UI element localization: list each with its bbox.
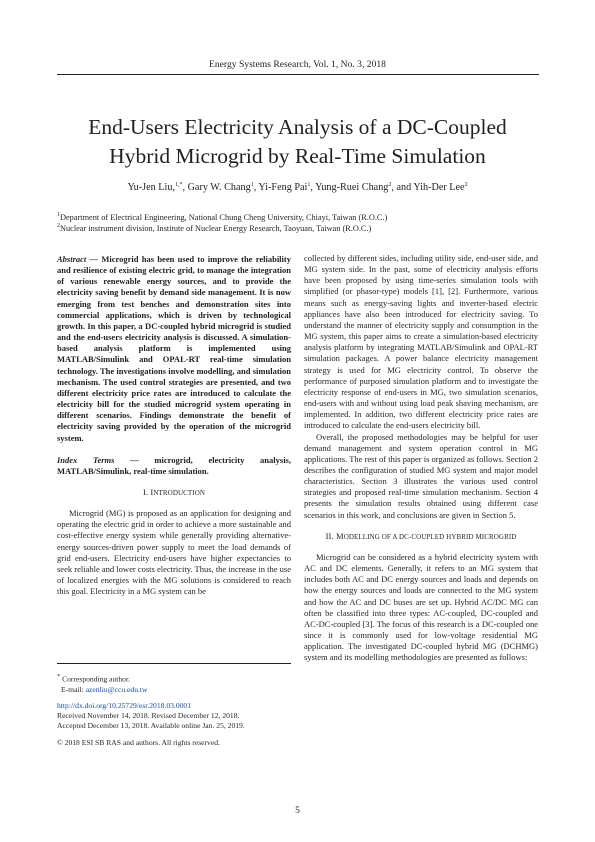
index-terms-label: Index Terms (57, 454, 115, 465)
received-dates: Received November 14, 2018. Revised December 12, 2018. (57, 711, 240, 721)
paper-title (40, 113, 555, 171)
section-heading-introduction (57, 487, 291, 499)
author-1-affiliation-mark: 1,* (174, 182, 183, 188)
index-terms (57, 455, 291, 477)
footnote-rule (57, 663, 291, 664)
author-2: , Gary W. Chang (182, 182, 251, 193)
intro-paragraph-1-continued: collected by different sides, including utility side, end-user side, and MG system side. In the past, some of electricity analysis efforts have been proposed by using time-series simulation tools with simplified (or phasor-type) models [1], [2]. Furthermore, various means such as energy-saving lights and inverter-based electric appliances have also been introduced for electricity saving. To understand the manner of electricity supply and consumption in the MG system, this paper aims to create a simulation-based electricity analysis platform by integrating MATLAB/Simulink and OPAL-RT simulation packages. A power balance electricity management strategy is used for MG electricity control. To observe the performance of purposed simulation platform and to investigate the electricity response of end-users in MG, two simulation scenarios, end-users with and without using load peak shaving mechanism, are implemented. In addition, two different electricity price rates are introduced to calculate the end-users electricity bill. (304, 253, 538, 431)
section-heading-modelling (304, 531, 538, 543)
author-2-affiliation-mark: 1 (250, 182, 254, 188)
section-1-number: I. I (142, 486, 154, 497)
copyright: © 2018 ESI SB RAS and authors. All rights reserved. (57, 737, 220, 747)
section-2-paragraph-1: Microgrid can be considered as a hybrid electricity system with AC and DC elements. Generally, it refers to an MG system that includes both AC and DC energy sources and loads and depends on how the energy sources and loads are connected to the MG system and how the AC and DC buses are set up. Hybrid AC/DC MG can often be classified into three types: AC-coupled, DC-coupled and AC-DC-coupled [3]. The focus of this research is a DC-coupled one since it is commonly used for low-voltage residential MG application. The investigated DC-coupled hybrid MG (DCHMG) system and its modelling methodologies are presented as follows: (304, 551, 538, 663)
author-3-affiliation-mark: 1 (307, 182, 311, 188)
affiliation-2-mark: 2 (57, 223, 60, 229)
abstract-label: Abstract (57, 254, 87, 264)
corresponding-author-note (57, 672, 297, 685)
right-column (304, 253, 538, 663)
author-5: , and Yih-Der Lee (391, 182, 465, 193)
page-number: 5 (295, 806, 300, 816)
author-1: Yu-Jen Liu, (127, 182, 175, 193)
footnotes (57, 672, 297, 748)
title-line-1: End-Users Electricity Analysis of a DC-Coupled (88, 115, 507, 139)
title-line-2: Hybrid Microgrid by Real-Time Simulation (109, 144, 486, 168)
journal-header: Energy Systems Research, Vol. 1, No. 3, 2018 (209, 59, 386, 70)
author-4-affiliation-mark: 2 (388, 182, 392, 188)
section-1-title: NTRODUCTION (153, 488, 206, 497)
header-rule (57, 74, 539, 75)
email-label: E-mail: (61, 684, 86, 694)
author-5-affiliation-mark: 2 (464, 182, 468, 188)
intro-paragraph-1: Microgrid (MG) is proposed as an application for designing and operating the electric grid in order to achieve a more sustainable and cost-effective energy system while generally providing alternative-energy sources-driven power supply to meet the load demands of grid end-users. Electricity end-users have higher expectancies to seek reliable and lower costs electricity. Thus, the increase in the use of localized energies with the MG solutions is considered to reach this goal. Electricity in a MG system can be (57, 508, 291, 597)
section-2-title: ODELLING OF A DC-COUPLED HYBRID MICROGRID (343, 532, 517, 541)
abstract-text: — Microgrid has been used to improve the reliability and resilience of existing electric grid, to manage the integration of various renewable energy sources, and to provide the electricity saving benefit by demand side management. It is now emerging from test benches and demonstration sites into commercial applications, which is driven by technological growth. In this paper, a DC-coupled hybrid microgrid is studied and the end-users electricity analysis is discussed. A simulation-based analysis platform is implemented using MATLAB/Simulink and OPAL-RT real-time simulation technology. The investigations involve modelling, and simulation mechanism. The used control strategies are presented, and two different electricity price rates are introduced to calculate the electricity bill for the studied microgrid system operating in different scenarios. Findings demonstrate the benefit of electricity saving provided by the operation of the microgrid system. (57, 254, 291, 443)
affiliation-1 (57, 212, 539, 223)
author-4: , Yung-Ruei Chang (310, 182, 389, 193)
author-3: , Yi-Feng Pai (253, 182, 308, 193)
corresponding-text: Corresponding author. (60, 674, 130, 684)
intro-paragraph-2: Overall, the proposed methodologies may be helpful for user demand management and system operation control in MG applications. The rest of this paper is organized as follows. Section 2 describes the configuration of studied MG system and major model characteristics. Section 3 illustrates the various used control strategies and proposed real-time simulation mechanism. Section 4 presents the simulation results obtained using different case scenarios in this work, and conclusions are given in Section 5. (304, 431, 538, 520)
section-2-number: II. M (325, 530, 344, 541)
email-link[interactable]: azenliu@ccu.edu.tw (85, 684, 148, 694)
abstract (57, 254, 291, 444)
affiliation-1-text: Department of Electrical Engineering, National Chung Cheng University, Chiayi, Taiwan (R.O.C.) (60, 213, 388, 222)
affiliation-2 (57, 223, 539, 234)
email-line (57, 685, 297, 695)
accepted-dates: Accepted December 13, 2018. Available online Jan. 25, 2019. (57, 721, 245, 731)
footnote-star: * (57, 673, 61, 680)
left-column (57, 254, 291, 597)
index-terms-text: — microgrid, electricity analysis, MATLAB/Simulink, real-time simulation. (57, 454, 291, 476)
affiliation-1-mark: 1 (57, 212, 60, 218)
doi-link[interactable]: http://dx.doi.org/10.25729/esr.2018.03.0001 (57, 700, 192, 710)
author-list (0, 182, 595, 193)
affiliation-2-text: Nuclear instrument division, Institute of Nuclear Energy Research, Taoyuan, Taiwan (R.O.C.) (60, 224, 372, 233)
